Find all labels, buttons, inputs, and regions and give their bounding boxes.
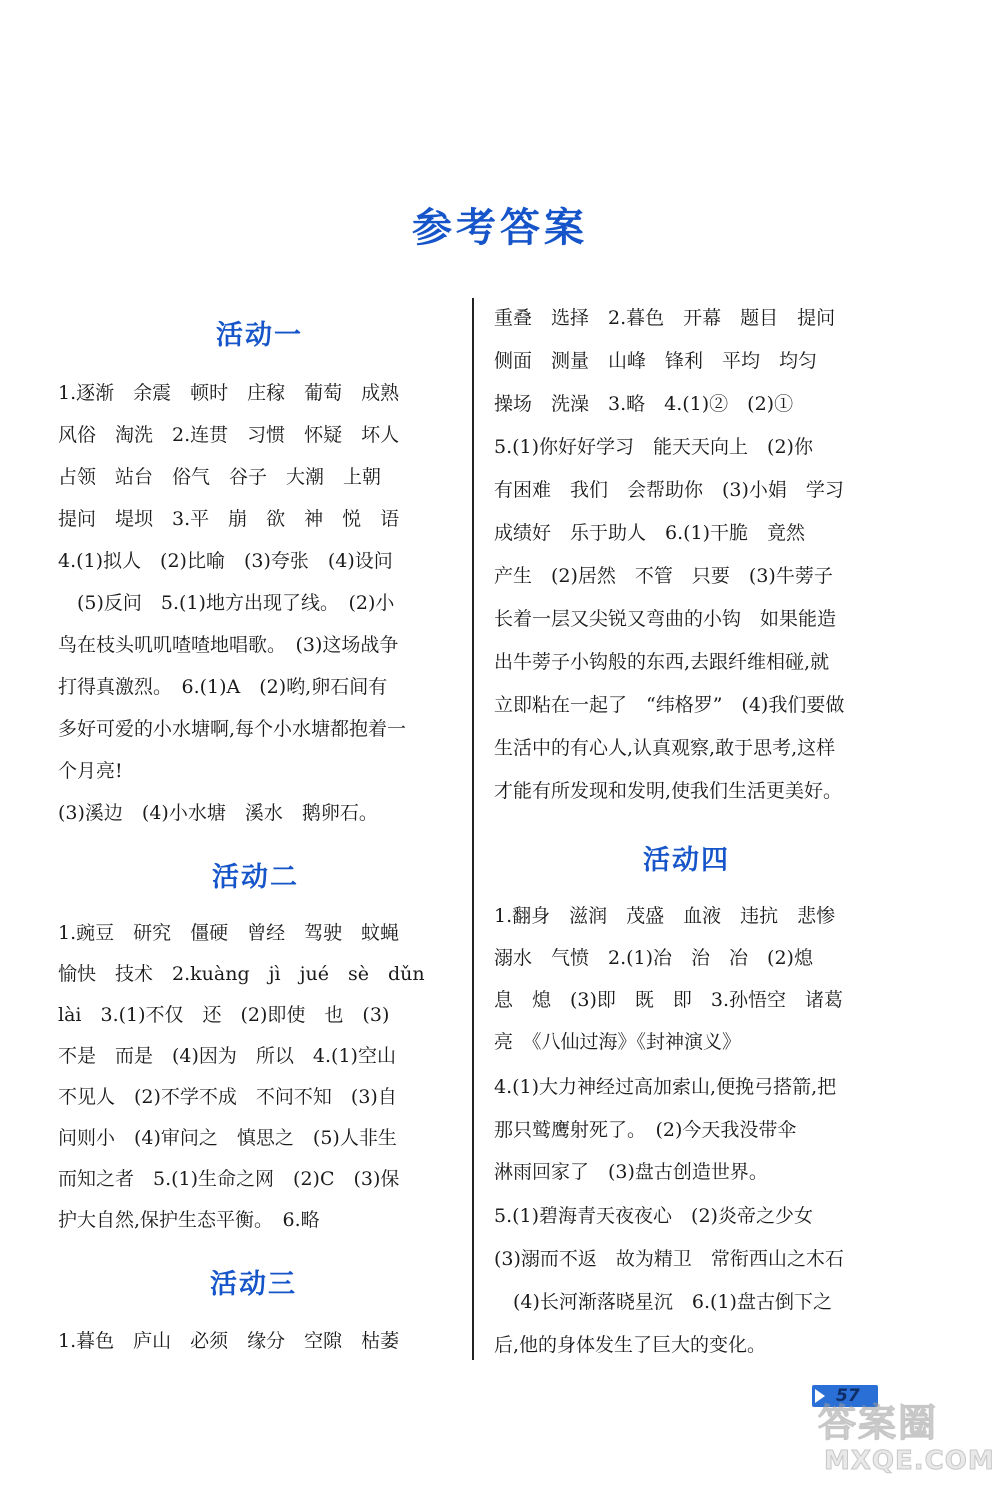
answer-line: 侧面 测量 山峰 锋利 平均 均匀 bbox=[494, 350, 818, 372]
heading-activity-2: 活动二 bbox=[212, 862, 299, 893]
answer-line: 5.(1)你好好学习 能天天向上 (2)你 bbox=[494, 436, 813, 458]
answer-line: 操场 洗澡 3.略 4.(1)② (2)① bbox=[494, 393, 794, 415]
answer-line: 后,他的身体发生了巨大的变化。 bbox=[494, 1334, 767, 1356]
answer-line: 打得真激烈。 6.(1)A (2)哟,卵石间有 bbox=[58, 676, 388, 698]
page-number: 57 bbox=[836, 1386, 860, 1406]
answer-line: 提问 堤坝 3.平 崩 欲 神 悦 语 bbox=[58, 508, 400, 530]
watermark-logo-text: 答案圈 bbox=[818, 1401, 939, 1445]
answer-line: 4.(1)大力神经过高加索山,便挽弓搭箭,把 bbox=[494, 1076, 837, 1098]
answer-line: 有困难 我们 会帮助你 (3)小娟 学习 bbox=[494, 479, 844, 501]
answer-line: (3)溪边 (4)小水塘 溪水 鹅卵石。 bbox=[58, 802, 378, 824]
heading-activity-4: 活动四 bbox=[643, 845, 730, 876]
answer-line: 问则小 (4)审问之 慎思之 (5)人非生 bbox=[58, 1127, 397, 1149]
answer-line: 不见人 (2)不学不成 不问不知 (3)自 bbox=[58, 1086, 397, 1108]
watermark-url: MXQE.COM bbox=[824, 1446, 995, 1476]
answer-line: 产生 (2)居然 不管 只要 (3)牛蒡子 bbox=[494, 565, 833, 587]
answer-line: 重叠 选择 2.暮色 开幕 题目 提问 bbox=[494, 307, 836, 329]
answer-line: 5.(1)碧海青天夜夜心 (2)炎帝之少女 bbox=[494, 1205, 813, 1227]
answer-line: 个月亮! bbox=[58, 760, 123, 782]
answer-line: 那只鹫鹰射死了。 (2)今天我没带伞 bbox=[494, 1119, 797, 1141]
heading-activity-1: 活动一 bbox=[216, 320, 303, 351]
answer-line: 溺水 气愤 2.(1)冶 治 冶 (2)熄 bbox=[494, 947, 813, 969]
answer-line: 成绩好 乐于助人 6.(1)干脆 竟然 bbox=[494, 522, 806, 544]
answer-line: 鸟在枝头叽叽喳喳地唱歌。 (3)这场战争 bbox=[58, 634, 399, 656]
answer-line: (4)长河渐落晓星沉 6.(1)盘古倒下之 bbox=[494, 1291, 832, 1313]
answer-line: 1.暮色 庐山 必须 缘分 空隙 枯萎 bbox=[58, 1330, 400, 1352]
answer-line: 才能有所发现和发明,使我们生活更美好。 bbox=[494, 780, 843, 802]
answer-line: 护大自然,保护生态平衡。 6.略 bbox=[58, 1209, 320, 1231]
heading-activity-3: 活动三 bbox=[210, 1269, 297, 1300]
column-divider bbox=[472, 298, 474, 1360]
answer-line: 1.翻身 滋润 茂盛 血液 违抗 悲惨 bbox=[494, 905, 836, 927]
answer-line: 长着一层又尖锐又弯曲的小钩 如果能造 bbox=[494, 608, 837, 630]
answer-line: 生活中的有心人,认真观察,敢于思考,这样 bbox=[494, 737, 836, 759]
answer-line: 不是 而是 (4)因为 所以 4.(1)空山 bbox=[58, 1045, 396, 1067]
answer-line: 1.逐渐 余震 顿时 庄稼 葡萄 成熟 bbox=[58, 382, 400, 404]
answer-line: 息 熄 (3)即 既 即 3.孙悟空 诸葛 bbox=[494, 989, 844, 1011]
answer-line: 多好可爱的小水塘啊,每个小水塘都抱着一 bbox=[58, 718, 407, 740]
answer-line: 1.豌豆 研究 僵硬 曾经 驾驶 蚊蝇 bbox=[58, 922, 400, 944]
watermark bbox=[818, 1392, 998, 1482]
answer-line: lài 3.(1)不仅 还 (2)即使 也 (3) bbox=[58, 1004, 390, 1026]
answer-line: 4.(1)拟人 (2)比喻 (3)夸张 (4)设问 bbox=[58, 550, 393, 572]
answer-line: (5)反问 5.(1)地方出现了线。 (2)小 bbox=[58, 592, 395, 614]
answer-line: (3)溺而不返 故为精卫 常衔西山之木石 bbox=[494, 1248, 844, 1270]
answer-line: 愉快 技术 2.kuàng jì jué sè dǔn bbox=[58, 963, 425, 985]
answer-line: 占领 站台 俗气 谷子 大潮 上朝 bbox=[58, 466, 382, 488]
answer-line: 亮 《八仙过海》《封神演义》 bbox=[494, 1031, 742, 1053]
answer-line: 而知之者 5.(1)生命之网 (2)C (3)保 bbox=[58, 1168, 400, 1190]
answer-line: 出牛蒡子小钩般的东西,去跟纤维相碰,就 bbox=[494, 651, 830, 673]
answer-line: 淋雨回家了 (3)盘古创造世界。 bbox=[494, 1161, 768, 1183]
page-title: 参考答案 bbox=[412, 205, 588, 251]
answer-line: 立即粘在一起了 “纬格罗” (4)我们要做 bbox=[494, 694, 845, 716]
answer-line: 风俗 淘洗 2.连贯 习惯 怀疑 坏人 bbox=[58, 424, 400, 446]
